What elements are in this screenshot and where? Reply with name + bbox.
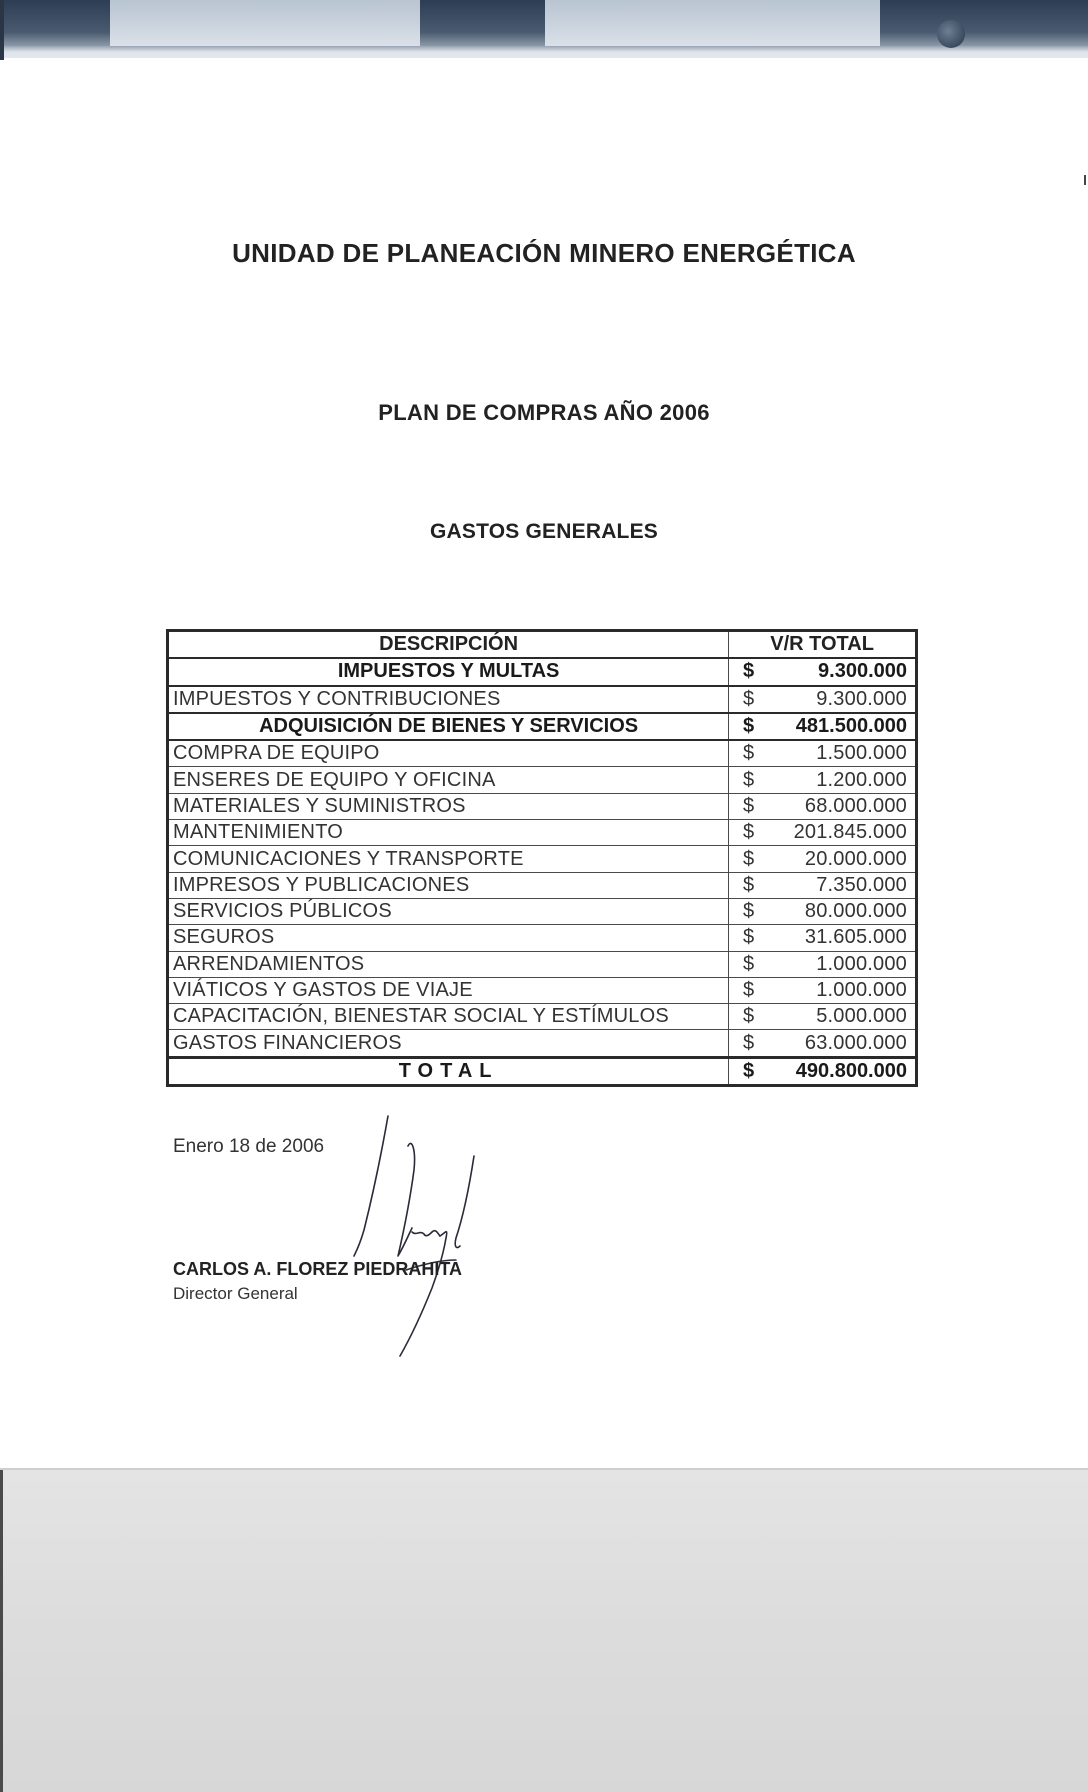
row-description: IMPUESTOS Y MULTAS [168, 658, 729, 685]
row-value: 481.500.000 [758, 713, 917, 740]
row-value: 9.300.000 [758, 686, 917, 713]
header-total: V/R TOTAL [729, 631, 917, 659]
table-row [168, 951, 917, 977]
scanner-knob [937, 20, 965, 48]
signer-role: Director General [173, 1284, 298, 1303]
row-value: 68.000.000 [758, 793, 917, 819]
currency-symbol: $ [729, 820, 758, 846]
scanner-bottom-area [0, 1470, 1088, 1792]
row-value: 5.000.000 [758, 1004, 917, 1030]
table-row [168, 898, 917, 924]
scanner-left-edge [0, 1470, 3, 1792]
scanner-top-strip [0, 0, 1088, 58]
row-description: IMPRESOS Y PUBLICACIONES [168, 872, 729, 898]
handwritten-signature [320, 1110, 500, 1360]
row-value: 7.350.000 [758, 872, 917, 898]
row-description: ADQUISICIÓN DE BIENES Y SERVICIOS [168, 713, 729, 740]
row-value: 1.000.000 [758, 977, 917, 1003]
scanner-shadow [880, 0, 1088, 46]
scanner-left-edge [0, 0, 4, 60]
currency-symbol: $ [729, 1057, 758, 1085]
currency-symbol: $ [729, 951, 758, 977]
row-value: 1.000.000 [758, 951, 917, 977]
scanner-shadow [0, 0, 110, 46]
currency-symbol: $ [729, 1004, 758, 1030]
currency-symbol: $ [729, 872, 758, 898]
row-description: VIÁTICOS Y GASTOS DE VIAJE [168, 977, 729, 1003]
row-description: COMPRA DE EQUIPO [168, 740, 729, 767]
table-row [168, 977, 917, 1003]
table-row [168, 846, 917, 872]
table-row [168, 767, 917, 793]
scanner-shadow [420, 0, 545, 46]
table-header-row [168, 631, 917, 659]
currency-symbol: $ [729, 658, 758, 685]
row-value: 63.000.000 [758, 1030, 917, 1057]
table-row [168, 1004, 917, 1030]
row-description: ENSERES DE EQUIPO Y OFICINA [168, 767, 729, 793]
row-description: COMUNICACIONES Y TRANSPORTE [168, 846, 729, 872]
table-row [168, 793, 917, 819]
row-description: GASTOS FINANCIEROS [168, 1030, 729, 1057]
currency-symbol: $ [729, 846, 758, 872]
row-description: MATERIALES Y SUMINISTROS [168, 793, 729, 819]
currency-symbol: $ [729, 686, 758, 713]
row-description: SEGUROS [168, 925, 729, 951]
currency-symbol: $ [729, 898, 758, 924]
header-description: DESCRIPCIÓN [168, 631, 729, 659]
row-value: 31.605.000 [758, 925, 917, 951]
organization-title: UNIDAD DE PLANEACIÓN MINERO ENERGÉTICA [232, 238, 856, 268]
section-title: GASTOS GENERALES [429, 520, 659, 543]
table-row [168, 820, 917, 846]
total-value: 490.800.000 [758, 1057, 917, 1085]
row-value: 1.500.000 [758, 740, 917, 767]
currency-symbol: $ [729, 793, 758, 819]
scan-mark [1084, 175, 1086, 185]
plan-title: PLAN DE COMPRAS AÑO 2006 [378, 400, 710, 425]
row-description: SERVICIOS PÚBLICOS [168, 898, 729, 924]
row-value: 80.000.000 [758, 898, 917, 924]
table-row [168, 1030, 917, 1057]
table-row [168, 686, 917, 713]
row-value: 1.200.000 [758, 767, 917, 793]
currency-symbol: $ [729, 1030, 758, 1057]
total-row [168, 1057, 917, 1085]
row-description: ARRENDAMIENTOS [168, 951, 729, 977]
row-description: IMPUESTOS Y CONTRIBUCIONES [168, 686, 729, 713]
scanner-rail [0, 46, 1088, 52]
table-row [168, 925, 917, 951]
table-row [168, 658, 917, 685]
currency-symbol: $ [729, 713, 758, 740]
currency-symbol: $ [729, 767, 758, 793]
document-date: Enero 18 de 2006 [173, 1136, 325, 1157]
currency-symbol: $ [729, 740, 758, 767]
row-value: 201.845.000 [758, 820, 917, 846]
table-row [168, 740, 917, 767]
table-row [168, 872, 917, 898]
table-row [168, 713, 917, 740]
signer-name: CARLOS A. FLOREZ PIEDRAHITA [173, 1259, 462, 1279]
purchase-plan-table [166, 629, 918, 1087]
row-value: 9.300.000 [758, 658, 917, 685]
total-label: TOTAL [168, 1057, 729, 1085]
currency-symbol: $ [729, 925, 758, 951]
row-description: MANTENIMIENTO [168, 820, 729, 846]
currency-symbol: $ [729, 977, 758, 1003]
row-value: 20.000.000 [758, 846, 917, 872]
row-description: CAPACITACIÓN, BIENESTAR SOCIAL Y ESTÍMULOS [168, 1004, 729, 1030]
